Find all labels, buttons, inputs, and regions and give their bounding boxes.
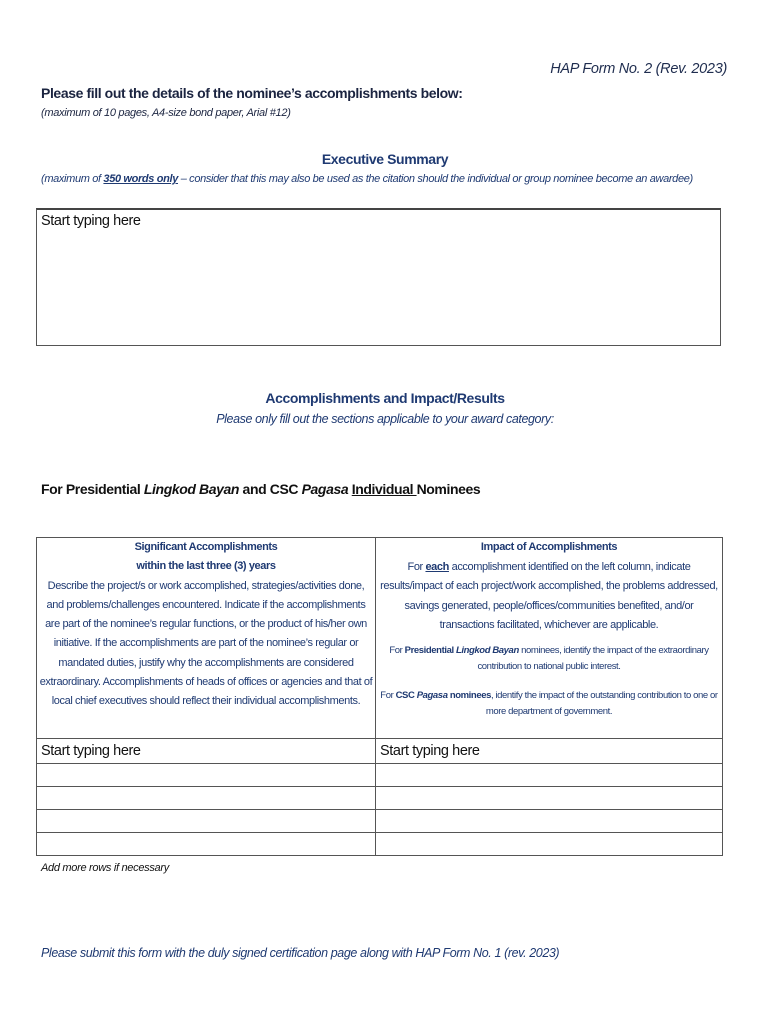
right-entry-cell[interactable]: [376, 739, 723, 764]
accomplishments-title: Accomplishments and Impact/Results: [265, 390, 505, 406]
text-bold-italic: Pagasa: [416, 689, 448, 701]
executive-summary-note: [41, 173, 693, 185]
text-bold: Presidential: [404, 644, 456, 656]
submit-note: Please submit this form with the duly signed certification page along with HAP Form No. 1 (rev. 2023): [41, 946, 560, 960]
left-entry-cell[interactable]: [37, 787, 376, 810]
heading-underlined: Individual: [351, 481, 417, 497]
table-row: [37, 739, 723, 764]
right-header-presidential: [378, 643, 720, 675]
executive-summary-placeholder[interactable]: Start typing here: [41, 213, 141, 229]
heading-part: Nominees: [416, 481, 481, 497]
right-entry-cell[interactable]: [376, 764, 723, 787]
executive-summary-title: Executive Summary: [321, 151, 449, 167]
right-entry-cell[interactable]: [376, 787, 723, 810]
table-row: [37, 810, 723, 833]
right-header-csc: [378, 688, 720, 720]
executive-summary-field[interactable]: [36, 208, 721, 346]
form-number: HAP Form No. 2 (Rev. 2023): [550, 61, 727, 77]
left-entry-placeholder[interactable]: Start typing here: [41, 743, 141, 759]
table-row: [37, 764, 723, 787]
heading-italic: Lingkod Bayan: [143, 481, 240, 497]
right-entry-cell[interactable]: [376, 810, 723, 833]
accomplishments-note: Please only fill out the sections applicable to your award category:: [216, 412, 554, 426]
text-part: , identify the impact of the outstanding contribution to one or more department of government.: [485, 689, 718, 717]
table-row: [37, 787, 723, 810]
note-suffix: – consider that this may also be used as the citation should the individual or group nominee become an awardee): [178, 173, 693, 185]
left-header-title: Significant Accomplishments: [134, 541, 278, 553]
nominee-section-heading: [41, 481, 480, 497]
right-entry-placeholder[interactable]: Start typing here: [380, 743, 480, 759]
right-header-title: Impact of Accomplishments: [480, 541, 618, 553]
text-bold-italic: Lingkod Bayan: [455, 644, 519, 656]
text-part: For: [380, 689, 396, 701]
left-entry-cell[interactable]: [37, 833, 376, 856]
heading-part: and CSC: [239, 481, 302, 497]
left-entry-cell[interactable]: [37, 764, 376, 787]
table-row: [37, 833, 723, 856]
left-entry-cell[interactable]: [37, 810, 376, 833]
intro-heading: Please fill out the details of the nominee’s accomplishments below:: [41, 85, 463, 101]
text-part: For: [407, 560, 426, 573]
left-entry-cell[interactable]: [37, 739, 376, 764]
word-limit: 350 words only: [103, 173, 178, 185]
text-bold: nominees: [447, 689, 491, 701]
right-column-header: [376, 538, 723, 739]
note-prefix: (maximum of: [41, 173, 104, 185]
left-column-header: [37, 538, 376, 739]
text-part: accomplishment identified on the left column, indicate results/impact of each project/work accomplished, the problems addressed, savings generated, people/offices/communities benefited, and/or transactions facilitated, whichever are applicable.: [380, 560, 718, 631]
heading-part: For Presidential: [41, 481, 144, 497]
text-bold: CSC: [395, 689, 417, 701]
right-entry-cell[interactable]: [376, 833, 723, 856]
intro-note: (maximum of 10 pages, A4-size bond paper, Arial #12): [41, 107, 291, 119]
left-header-description: Describe the project/s or work accomplished, strategies/activities done, and problems/challenges encountered. Indicate if the accomplishments are part of the nominee’s regular functions, or the product of his/her own initiative. If the accomplishments are part of the nominee’s regular or mandated duties, justify why the accomplishments are considered extraordinary. Accomplishments of heads of offices or agencies and that of local chief executives should reflect their individual accomplishments.: [39, 579, 373, 708]
text-part: nominees, identify the impact of the extraordinary contribution to national public interest.: [477, 644, 709, 672]
heading-italic: Pagasa: [301, 481, 349, 497]
text-emphasis: each: [425, 560, 449, 573]
accomplishments-table: [36, 537, 723, 856]
add-rows-note: Add more rows if necessary: [41, 862, 169, 874]
text-part: For: [389, 644, 405, 656]
left-header-subtitle: within the last three (3) years: [136, 560, 276, 573]
right-header-main: [378, 558, 720, 636]
